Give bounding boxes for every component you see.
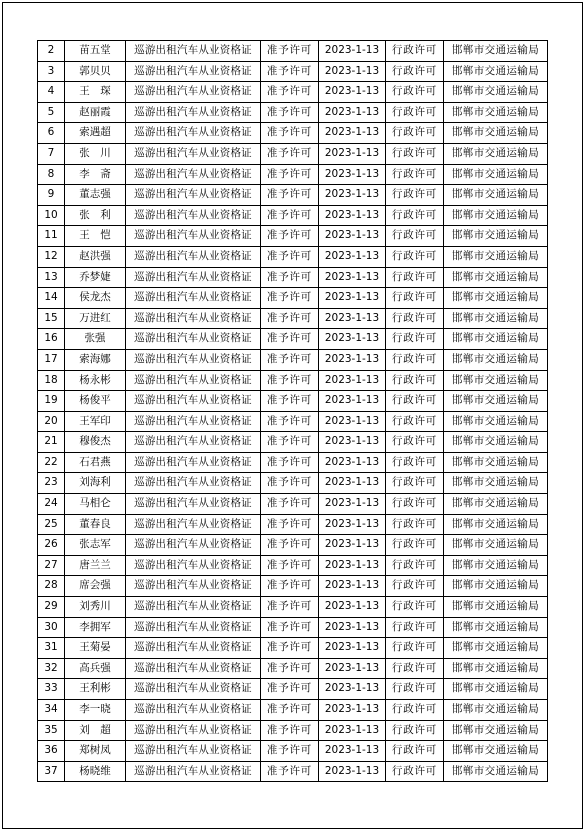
row-number-cell: 36 [38, 741, 65, 762]
decision-cell: 准予许可 [261, 308, 319, 329]
issuing-agency-cell: 邯郸市交通运输局 [444, 123, 548, 144]
table-row [38, 185, 548, 206]
certificate-type-cell: 巡游出租汽车从业资格证 [126, 267, 261, 288]
date-cell: 2023-1-13 [319, 267, 386, 288]
name-cell: 张志军 [65, 535, 126, 556]
permit-category-cell: 行政许可 [386, 246, 444, 267]
name-cell: 索海娜 [65, 349, 126, 370]
certificate-type-cell: 巡游出租汽车从业资格证 [126, 452, 261, 473]
decision-cell: 准予许可 [261, 41, 319, 62]
date-cell: 2023-1-13 [319, 370, 386, 391]
name-cell: 李拥军 [65, 617, 126, 638]
issuing-agency-cell: 邯郸市交通运输局 [444, 185, 548, 206]
row-number-cell: 9 [38, 185, 65, 206]
permit-category-cell: 行政许可 [386, 226, 444, 247]
permit-category-cell: 行政许可 [386, 555, 444, 576]
issuing-agency-cell: 邯郸市交通运输局 [444, 576, 548, 597]
date-cell: 2023-1-13 [319, 473, 386, 494]
row-number-cell: 35 [38, 720, 65, 741]
certificate-type-cell: 巡游出租汽车从业资格证 [126, 473, 261, 494]
decision-cell: 准予许可 [261, 164, 319, 185]
table-row [38, 761, 548, 782]
permit-list-table [37, 40, 548, 782]
date-cell: 2023-1-13 [319, 617, 386, 638]
name-cell: 杨永彬 [65, 370, 126, 391]
date-cell: 2023-1-13 [319, 700, 386, 721]
decision-cell: 准予许可 [261, 720, 319, 741]
decision-cell: 准予许可 [261, 700, 319, 721]
certificate-type-cell: 巡游出租汽车从业资格证 [126, 617, 261, 638]
issuing-agency-cell: 邯郸市交通运输局 [444, 205, 548, 226]
issuing-agency-cell: 邯郸市交通运输局 [444, 267, 548, 288]
row-number-cell: 21 [38, 432, 65, 453]
decision-cell: 准予许可 [261, 535, 319, 556]
permit-category-cell: 行政许可 [386, 432, 444, 453]
name-cell: 张 利 [65, 205, 126, 226]
certificate-type-cell: 巡游出租汽车从业资格证 [126, 432, 261, 453]
table-row [38, 102, 548, 123]
row-number-cell: 13 [38, 267, 65, 288]
table-row [38, 205, 548, 226]
table-row [38, 226, 548, 247]
certificate-type-cell: 巡游出租汽车从业资格证 [126, 370, 261, 391]
permit-category-cell: 行政许可 [386, 370, 444, 391]
certificate-type-cell: 巡游出租汽车从业资格证 [126, 720, 261, 741]
permit-category-cell: 行政许可 [386, 329, 444, 350]
table-row [38, 679, 548, 700]
row-number-cell: 27 [38, 555, 65, 576]
table-row [38, 658, 548, 679]
row-number-cell: 19 [38, 391, 65, 412]
issuing-agency-cell: 邯郸市交通运输局 [444, 679, 548, 700]
table-row [38, 143, 548, 164]
certificate-type-cell: 巡游出租汽车从业资格证 [126, 761, 261, 782]
table-row [38, 164, 548, 185]
row-number-cell: 23 [38, 473, 65, 494]
decision-cell: 准予许可 [261, 514, 319, 535]
table-row [38, 617, 548, 638]
date-cell: 2023-1-13 [319, 452, 386, 473]
issuing-agency-cell: 邯郸市交通运输局 [444, 82, 548, 103]
table-row [38, 720, 548, 741]
date-cell: 2023-1-13 [319, 102, 386, 123]
date-cell: 2023-1-13 [319, 329, 386, 350]
name-cell: 侯龙杰 [65, 288, 126, 309]
row-number-cell: 26 [38, 535, 65, 556]
name-cell: 万进红 [65, 308, 126, 329]
certificate-type-cell: 巡游出租汽车从业资格证 [126, 102, 261, 123]
table-row [38, 370, 548, 391]
name-cell: 王菊晏 [65, 638, 126, 659]
table-row [38, 473, 548, 494]
certificate-type-cell: 巡游出租汽车从业资格证 [126, 658, 261, 679]
name-cell: 王 恺 [65, 226, 126, 247]
certificate-type-cell: 巡游出租汽车从业资格证 [126, 61, 261, 82]
row-number-cell: 34 [38, 700, 65, 721]
decision-cell: 准予许可 [261, 288, 319, 309]
row-number-cell: 17 [38, 349, 65, 370]
table-row [38, 288, 548, 309]
name-cell: 张 川 [65, 143, 126, 164]
decision-cell: 准予许可 [261, 267, 319, 288]
permit-category-cell: 行政许可 [386, 597, 444, 618]
decision-cell: 准予许可 [261, 452, 319, 473]
certificate-type-cell: 巡游出租汽车从业资格证 [126, 597, 261, 618]
issuing-agency-cell: 邯郸市交通运输局 [444, 370, 548, 391]
date-cell: 2023-1-13 [319, 185, 386, 206]
decision-cell: 准予许可 [261, 741, 319, 762]
table-row [38, 391, 548, 412]
decision-cell: 准予许可 [261, 494, 319, 515]
decision-cell: 准予许可 [261, 143, 319, 164]
permit-category-cell: 行政许可 [386, 143, 444, 164]
certificate-type-cell: 巡游出租汽车从业资格证 [126, 576, 261, 597]
table-row [38, 329, 548, 350]
certificate-type-cell: 巡游出租汽车从业资格证 [126, 41, 261, 62]
certificate-type-cell: 巡游出租汽车从业资格证 [126, 555, 261, 576]
issuing-agency-cell: 邯郸市交通运输局 [444, 349, 548, 370]
table-row [38, 494, 548, 515]
row-number-cell: 3 [38, 61, 65, 82]
decision-cell: 准予许可 [261, 473, 319, 494]
permit-category-cell: 行政许可 [386, 658, 444, 679]
name-cell: 穆俊杰 [65, 432, 126, 453]
decision-cell: 准予许可 [261, 82, 319, 103]
table-row [38, 411, 548, 432]
date-cell: 2023-1-13 [319, 288, 386, 309]
name-cell: 席会强 [65, 576, 126, 597]
row-number-cell: 11 [38, 226, 65, 247]
date-cell: 2023-1-13 [319, 679, 386, 700]
permit-category-cell: 行政许可 [386, 617, 444, 638]
decision-cell: 准予许可 [261, 761, 319, 782]
table-row [38, 555, 548, 576]
row-number-cell: 4 [38, 82, 65, 103]
issuing-agency-cell: 邯郸市交通运输局 [444, 617, 548, 638]
date-cell: 2023-1-13 [319, 494, 386, 515]
date-cell: 2023-1-13 [319, 41, 386, 62]
certificate-type-cell: 巡游出租汽车从业资格证 [126, 411, 261, 432]
certificate-type-cell: 巡游出租汽车从业资格证 [126, 164, 261, 185]
row-number-cell: 2 [38, 41, 65, 62]
issuing-agency-cell: 邯郸市交通运输局 [444, 658, 548, 679]
decision-cell: 准予许可 [261, 597, 319, 618]
name-cell: 苗五堂 [65, 41, 126, 62]
decision-cell: 准予许可 [261, 411, 319, 432]
certificate-type-cell: 巡游出租汽车从业资格证 [126, 679, 261, 700]
date-cell: 2023-1-13 [319, 761, 386, 782]
date-cell: 2023-1-13 [319, 61, 386, 82]
row-number-cell: 7 [38, 143, 65, 164]
table-row [38, 82, 548, 103]
issuing-agency-cell: 邯郸市交通运输局 [444, 226, 548, 247]
row-number-cell: 8 [38, 164, 65, 185]
decision-cell: 准予许可 [261, 123, 319, 144]
permit-category-cell: 行政许可 [386, 411, 444, 432]
certificate-type-cell: 巡游出租汽车从业资格证 [126, 391, 261, 412]
date-cell: 2023-1-13 [319, 720, 386, 741]
certificate-type-cell: 巡游出租汽车从业资格证 [126, 741, 261, 762]
table-row [38, 267, 548, 288]
issuing-agency-cell: 邯郸市交通运输局 [444, 411, 548, 432]
row-number-cell: 15 [38, 308, 65, 329]
certificate-type-cell: 巡游出租汽车从业资格证 [126, 514, 261, 535]
name-cell: 杨俊平 [65, 391, 126, 412]
issuing-agency-cell: 邯郸市交通运输局 [444, 329, 548, 350]
row-number-cell: 31 [38, 638, 65, 659]
certificate-type-cell: 巡游出租汽车从业资格证 [126, 535, 261, 556]
date-cell: 2023-1-13 [319, 638, 386, 659]
decision-cell: 准予许可 [261, 391, 319, 412]
permit-category-cell: 行政许可 [386, 164, 444, 185]
decision-cell: 准予许可 [261, 432, 319, 453]
decision-cell: 准予许可 [261, 329, 319, 350]
date-cell: 2023-1-13 [319, 82, 386, 103]
issuing-agency-cell: 邯郸市交通运输局 [444, 473, 548, 494]
table-row [38, 308, 548, 329]
table-row [38, 700, 548, 721]
name-cell: 刘秀川 [65, 597, 126, 618]
name-cell: 马相仑 [65, 494, 126, 515]
table-row [38, 61, 548, 82]
permit-category-cell: 行政许可 [386, 41, 444, 62]
date-cell: 2023-1-13 [319, 246, 386, 267]
name-cell: 杨晓维 [65, 761, 126, 782]
permit-category-cell: 行政许可 [386, 452, 444, 473]
issuing-agency-cell: 邯郸市交通运输局 [444, 308, 548, 329]
name-cell: 张强 [65, 329, 126, 350]
decision-cell: 准予许可 [261, 617, 319, 638]
issuing-agency-cell: 邯郸市交通运输局 [444, 720, 548, 741]
row-number-cell: 14 [38, 288, 65, 309]
permit-category-cell: 行政许可 [386, 761, 444, 782]
permit-category-cell: 行政许可 [386, 349, 444, 370]
date-cell: 2023-1-13 [319, 308, 386, 329]
date-cell: 2023-1-13 [319, 205, 386, 226]
issuing-agency-cell: 邯郸市交通运输局 [444, 391, 548, 412]
row-number-cell: 5 [38, 102, 65, 123]
name-cell: 李一晓 [65, 700, 126, 721]
date-cell: 2023-1-13 [319, 576, 386, 597]
issuing-agency-cell: 邯郸市交通运输局 [444, 494, 548, 515]
issuing-agency-cell: 邯郸市交通运输局 [444, 514, 548, 535]
permit-category-cell: 行政许可 [386, 185, 444, 206]
certificate-type-cell: 巡游出租汽车从业资格证 [126, 185, 261, 206]
certificate-type-cell: 巡游出租汽车从业资格证 [126, 226, 261, 247]
decision-cell: 准予许可 [261, 226, 319, 247]
certificate-type-cell: 巡游出租汽车从业资格证 [126, 288, 261, 309]
decision-cell: 准予许可 [261, 679, 319, 700]
permit-category-cell: 行政许可 [386, 205, 444, 226]
issuing-agency-cell: 邯郸市交通运输局 [444, 597, 548, 618]
table-row [38, 452, 548, 473]
issuing-agency-cell: 邯郸市交通运输局 [444, 555, 548, 576]
name-cell: 王军印 [65, 411, 126, 432]
permit-category-cell: 行政许可 [386, 741, 444, 762]
decision-cell: 准予许可 [261, 576, 319, 597]
issuing-agency-cell: 邯郸市交通运输局 [444, 288, 548, 309]
permit-category-cell: 行政许可 [386, 700, 444, 721]
permit-category-cell: 行政许可 [386, 638, 444, 659]
decision-cell: 准予许可 [261, 61, 319, 82]
certificate-type-cell: 巡游出租汽车从业资格证 [126, 308, 261, 329]
name-cell: 王 琛 [65, 82, 126, 103]
row-number-cell: 16 [38, 329, 65, 350]
date-cell: 2023-1-13 [319, 164, 386, 185]
name-cell: 唐兰兰 [65, 555, 126, 576]
name-cell: 赵丽霞 [65, 102, 126, 123]
table-row [38, 535, 548, 556]
name-cell: 王利彬 [65, 679, 126, 700]
table-row [38, 123, 548, 144]
decision-cell: 准予许可 [261, 205, 319, 226]
name-cell: 董春良 [65, 514, 126, 535]
name-cell: 赵洪强 [65, 246, 126, 267]
permit-category-cell: 行政许可 [386, 82, 444, 103]
permit-category-cell: 行政许可 [386, 391, 444, 412]
row-number-cell: 30 [38, 617, 65, 638]
date-cell: 2023-1-13 [319, 555, 386, 576]
name-cell: 刘海利 [65, 473, 126, 494]
certificate-type-cell: 巡游出租汽车从业资格证 [126, 246, 261, 267]
table-row [38, 349, 548, 370]
decision-cell: 准予许可 [261, 246, 319, 267]
decision-cell: 准予许可 [261, 349, 319, 370]
issuing-agency-cell: 邯郸市交通运输局 [444, 102, 548, 123]
table-row [38, 246, 548, 267]
date-cell: 2023-1-13 [319, 143, 386, 164]
table-body [38, 41, 548, 782]
permit-category-cell: 行政许可 [386, 102, 444, 123]
certificate-type-cell: 巡游出租汽车从业资格证 [126, 82, 261, 103]
certificate-type-cell: 巡游出租汽车从业资格证 [126, 349, 261, 370]
table-row [38, 41, 548, 62]
permit-category-cell: 行政许可 [386, 514, 444, 535]
certificate-type-cell: 巡游出租汽车从业资格证 [126, 329, 261, 350]
table-row [38, 576, 548, 597]
name-cell: 索遇超 [65, 123, 126, 144]
issuing-agency-cell: 邯郸市交通运输局 [444, 535, 548, 556]
row-number-cell: 20 [38, 411, 65, 432]
issuing-agency-cell: 邯郸市交通运输局 [444, 61, 548, 82]
permit-category-cell: 行政许可 [386, 576, 444, 597]
decision-cell: 准予许可 [261, 185, 319, 206]
issuing-agency-cell: 邯郸市交通运输局 [444, 452, 548, 473]
row-number-cell: 37 [38, 761, 65, 782]
date-cell: 2023-1-13 [319, 349, 386, 370]
row-number-cell: 10 [38, 205, 65, 226]
date-cell: 2023-1-13 [319, 432, 386, 453]
row-number-cell: 32 [38, 658, 65, 679]
date-cell: 2023-1-13 [319, 514, 386, 535]
permit-category-cell: 行政许可 [386, 267, 444, 288]
table-row [38, 638, 548, 659]
permit-category-cell: 行政许可 [386, 494, 444, 515]
issuing-agency-cell: 邯郸市交通运输局 [444, 164, 548, 185]
row-number-cell: 24 [38, 494, 65, 515]
date-cell: 2023-1-13 [319, 597, 386, 618]
permit-category-cell: 行政许可 [386, 61, 444, 82]
row-number-cell: 25 [38, 514, 65, 535]
date-cell: 2023-1-13 [319, 411, 386, 432]
certificate-type-cell: 巡游出租汽车从业资格证 [126, 143, 261, 164]
name-cell: 李 斋 [65, 164, 126, 185]
row-number-cell: 12 [38, 246, 65, 267]
name-cell: 董志强 [65, 185, 126, 206]
table-row [38, 597, 548, 618]
date-cell: 2023-1-13 [319, 226, 386, 247]
table-row [38, 741, 548, 762]
permit-category-cell: 行政许可 [386, 473, 444, 494]
name-cell: 郑树凤 [65, 741, 126, 762]
permit-category-cell: 行政许可 [386, 123, 444, 144]
permit-category-cell: 行政许可 [386, 720, 444, 741]
decision-cell: 准予许可 [261, 638, 319, 659]
table-row [38, 514, 548, 535]
decision-cell: 准予许可 [261, 370, 319, 391]
name-cell: 郭贝贝 [65, 61, 126, 82]
name-cell: 乔梦婕 [65, 267, 126, 288]
issuing-agency-cell: 邯郸市交通运输局 [444, 638, 548, 659]
certificate-type-cell: 巡游出租汽车从业资格证 [126, 123, 261, 144]
certificate-type-cell: 巡游出租汽车从业资格证 [126, 700, 261, 721]
name-cell: 石君燕 [65, 452, 126, 473]
permit-category-cell: 行政许可 [386, 535, 444, 556]
certificate-type-cell: 巡游出租汽车从业资格证 [126, 205, 261, 226]
row-number-cell: 6 [38, 123, 65, 144]
date-cell: 2023-1-13 [319, 391, 386, 412]
certificate-type-cell: 巡游出租汽车从业资格证 [126, 494, 261, 515]
row-number-cell: 28 [38, 576, 65, 597]
permit-category-cell: 行政许可 [386, 679, 444, 700]
row-number-cell: 18 [38, 370, 65, 391]
table-row [38, 432, 548, 453]
issuing-agency-cell: 邯郸市交通运输局 [444, 246, 548, 267]
date-cell: 2023-1-13 [319, 741, 386, 762]
decision-cell: 准予许可 [261, 658, 319, 679]
decision-cell: 准予许可 [261, 102, 319, 123]
issuing-agency-cell: 邯郸市交通运输局 [444, 761, 548, 782]
permit-category-cell: 行政许可 [386, 288, 444, 309]
name-cell: 高兵强 [65, 658, 126, 679]
certificate-type-cell: 巡游出租汽车从业资格证 [126, 638, 261, 659]
decision-cell: 准予许可 [261, 555, 319, 576]
row-number-cell: 22 [38, 452, 65, 473]
date-cell: 2023-1-13 [319, 658, 386, 679]
name-cell: 刘 超 [65, 720, 126, 741]
permit-category-cell: 行政许可 [386, 308, 444, 329]
issuing-agency-cell: 邯郸市交通运输局 [444, 143, 548, 164]
row-number-cell: 29 [38, 597, 65, 618]
issuing-agency-cell: 邯郸市交通运输局 [444, 432, 548, 453]
issuing-agency-cell: 邯郸市交通运输局 [444, 700, 548, 721]
row-number-cell: 33 [38, 679, 65, 700]
issuing-agency-cell: 邯郸市交通运输局 [444, 741, 548, 762]
issuing-agency-cell: 邯郸市交通运输局 [444, 41, 548, 62]
date-cell: 2023-1-13 [319, 123, 386, 144]
date-cell: 2023-1-13 [319, 535, 386, 556]
